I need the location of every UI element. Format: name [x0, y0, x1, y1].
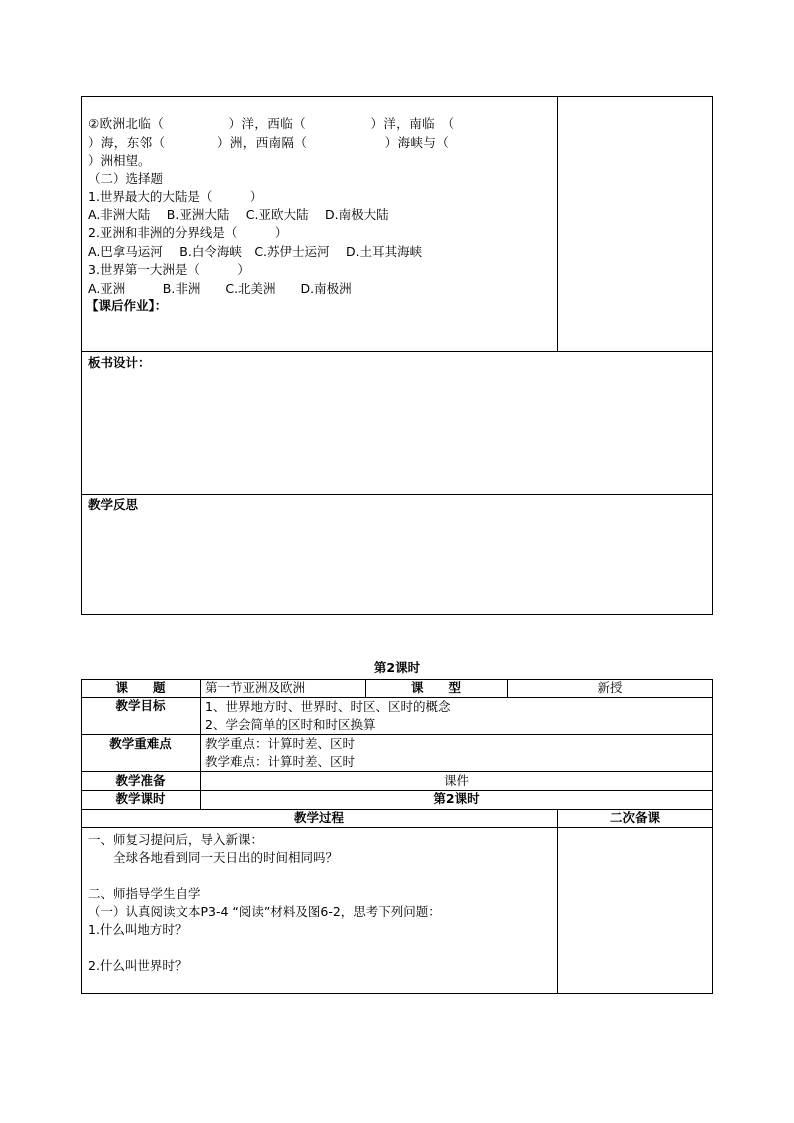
- process-line-6: 1.什么叫地方时？: [88, 922, 188, 937]
- period-label: 教学课时: [115, 791, 166, 806]
- board-design-label: 板书设计：: [88, 355, 151, 370]
- goals-label: 教学目标: [115, 698, 166, 713]
- key-points-label: 教学重难点: [109, 736, 172, 751]
- upper-column-divider: [557, 96, 558, 351]
- question-1: 1.世界最大的大陆是（ ）: [88, 189, 263, 204]
- process-line-8: 2.什么叫世界时？: [88, 958, 188, 973]
- homework-label: 【课后作业】：: [86, 298, 168, 313]
- process-line-4: 二、师指导学生自学: [88, 886, 201, 901]
- topic-label: 课 题: [115, 680, 166, 695]
- upper-table: [81, 96, 713, 615]
- process-line-5: （一）认真阅读文本P3-4 “阅读”材料及图6-2，思考下列问题：: [88, 904, 441, 919]
- choice-section-heading: （二）选择题: [88, 171, 164, 186]
- continent-fill-line-3: ）洲相望。: [88, 153, 151, 168]
- goal-item-1: 1、世界地方时、世界时、时区、区时的概念: [205, 699, 451, 714]
- row-divider-process-header: [81, 827, 713, 828]
- secondary-prep-header: 二次备课: [609, 810, 660, 825]
- process-header: 教学过程: [293, 810, 344, 825]
- question-3: 3.世界第一大洲是（ ）: [88, 262, 250, 277]
- lesson-2-title: 第2课时: [373, 660, 421, 675]
- continent-fill-line-1: ②欧洲北临（ ）洋，西临（ ）洋，南临 （: [88, 116, 455, 131]
- prep-value: 课件: [443, 773, 469, 788]
- period-value: 第2课时: [433, 791, 480, 806]
- question-1-options: A.非洲大陆 B.亚洲大陆 C.亚欧大陆 D.南极大陆: [88, 207, 389, 222]
- upper-row-divider-1: [81, 351, 713, 352]
- key-point-2: 教学难点：计算时差、区时: [205, 754, 356, 769]
- process-line-1: 一、师复习提问后，导入新课：: [88, 832, 264, 847]
- process-column-divider: [557, 809, 558, 994]
- teaching-reflection-label: 教学反思: [88, 497, 139, 512]
- prep-label: 教学准备: [115, 773, 166, 788]
- question-2-options: A.巴拿马运河 B.白令海峡 C.苏伊士运河 D.土耳其海峡: [88, 244, 423, 259]
- type-value: 新授: [597, 680, 623, 695]
- question-2: 2.亚洲和非洲的分界线是（ ）: [88, 225, 288, 240]
- continent-fill-line-2: ）海，东邻（ ）洲，西南隔（ ）海峡与（: [88, 135, 450, 150]
- goal-item-2: 2、学会简单的区时和时区换算: [205, 717, 376, 732]
- key-point-1: 教学重点：计算时差、区时: [205, 736, 356, 751]
- type-label: 课 型: [410, 680, 461, 695]
- topic-value: 第一节亚洲及欧洲: [205, 680, 306, 695]
- question-3-options: A.亚洲 B.非洲 C.北美洲 D.南极洲: [88, 281, 352, 296]
- process-line-2: 全球各地看到同一天日出的时间相同吗？: [88, 850, 339, 865]
- upper-row-divider-2: [81, 494, 713, 495]
